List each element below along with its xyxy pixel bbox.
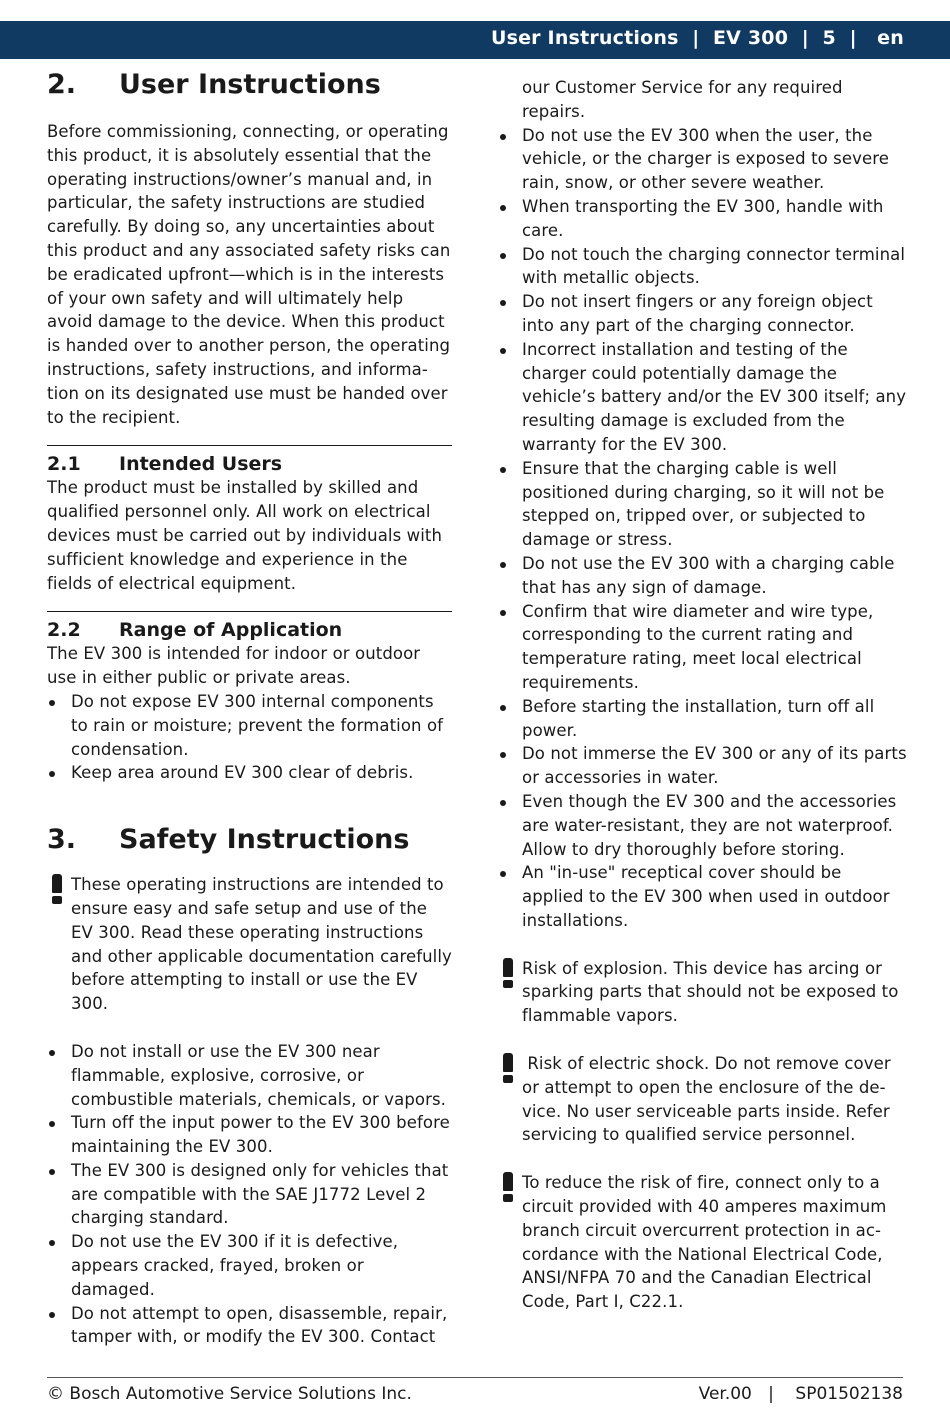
list-item: Do not insert fingers or any foreign object into any part of the charging connector. (498, 290, 908, 338)
list-item: Do not expose EV 300 internal components to rain or moisture; prevent the formation of condensation. (47, 690, 452, 761)
section-3-heading (47, 825, 452, 855)
list-item: An "in-use" receptical cover should be applied to the EV 300 when used in outdoor installations. (498, 861, 908, 932)
list-item: Confirm that wire diameter and wire type, corresponding to the current rating and temperature rating, meet local electrical requirements. (498, 600, 908, 695)
list-item: Even though the EV 300 and the accessories are water-resistant, they are not waterproof. Allow to dry thoroughly before storing. (498, 790, 908, 861)
subsection-2-1-text: The product must be installed by skilled and qualified personnel only. All work on electrical devices must be carried out by individuals with sufficient knowledge and experience in the fields of electrical equipment. (47, 478, 443, 593)
list-item: Before starting the installation, turn off all power. (498, 695, 908, 743)
warning-text: Risk of electric shock. Do not remove cover or attempt to open the enclosure of the de-vice. No user serviceable parts inside. Refer servicing to qualified service personnel. (522, 1054, 897, 1145)
list-item: The EV 300 is designed only for vehicles that are compatible with the SAE J1772 Level 2 charging standard. (47, 1159, 452, 1230)
list-item: Keep area around EV 300 clear of debris. (47, 761, 452, 785)
shock-warning (498, 1052, 908, 1147)
list-item: Incorrect installation and testing of the charger could potentially damage the vehicle’s battery and/or the EV 300 itself; any resulting damage is excluded from the warranty for the EV 300. (498, 338, 908, 457)
divider (47, 611, 452, 612)
section-3-number: 3. (47, 824, 77, 856)
left-column (47, 62, 452, 1349)
safety-bullet-list-continued (498, 124, 908, 933)
page-header (0, 21, 950, 59)
subsection-2-1-number: 2.1 (47, 453, 81, 476)
warning-text: These operating instructions are intended to ensure easy and safe setup and use of the EV 300. Read these operating instructions and other applicable documentation carefully before attempting to install or use the EV 300. (71, 875, 452, 1014)
list-item: Do not use the EV 300 when the user, the vehicle, or the charger is exposed to severe rain, snow, or other severe weather. (498, 124, 908, 195)
warning-text: Risk of explosion. This device has arcing or sparking parts that should not be exposed to flammable vapors. (522, 958, 899, 1026)
section-2-intro: Before commissioning, connecting, or operating this product, it is absolutely essential that the operating instructions/owner’s manual and, in particular, the safety instructions are studied carefully. By doing so, any uncertainties about this product and any associated safety risks can be eradicated upfront—which is in the interests of your own safety and will ultimately help avoid damage to the device. When this product is handed over to another person, the operating instructions, safety instructions, and informa-tion on its designated use must be handed over to the recipient. (47, 122, 451, 427)
footer-version: Ver.00 | SP01502138 (698, 1384, 903, 1404)
bullet-continuation: our Customer Service for any required repairs. (522, 78, 843, 121)
list-item: Do not install or use the EV 300 near flammable, explosive, corrosive, or combustible materials, chemicals, or vapors. (47, 1040, 452, 1111)
list-item: Do not immerse the EV 300 or any of its parts or accessories in water. (498, 742, 908, 790)
exclamation-icon (50, 874, 64, 904)
footer-divider (47, 1377, 903, 1378)
explosion-warning (498, 957, 908, 1028)
list-item: Turn off the input power to the EV 300 before maintaining the EV 300. (47, 1111, 452, 1159)
exclamation-icon (501, 1172, 515, 1202)
exclamation-icon (501, 958, 515, 988)
fire-warning (498, 1171, 908, 1314)
divider (47, 445, 452, 446)
subsection-2-2-heading (47, 618, 452, 642)
header-text: User Instructions | EV 300 | 5 | en (490, 27, 904, 49)
safety-bullet-list (47, 1040, 452, 1349)
range-bullet-list (47, 690, 452, 785)
section-3-title: Safety Instructions (119, 824, 410, 856)
section-2-number: 2. (47, 69, 77, 100)
exclamation-icon (501, 1053, 515, 1083)
section-2-heading (47, 70, 452, 100)
subsection-2-2-text: The EV 300 is intended for indoor or outdoor use in either public or private areas. (47, 644, 421, 688)
subsection-2-2-title: Range of Application (119, 619, 343, 642)
section-2-title: User Instructions (119, 69, 381, 100)
list-item: Ensure that the charging cable is well positioned during charging, so it will not be stepped on, tripped over, or subjected to damage or stress. (498, 457, 908, 552)
warning-note (47, 873, 452, 1016)
list-item: Do not touch the charging connector terminal with metallic objects. (498, 243, 908, 291)
list-item: Do not attempt to open, disassemble, repair, tamper with, or modify the EV 300. Contact (47, 1302, 452, 1350)
list-item: Do not use the EV 300 with a charging cable that has any sign of damage. (498, 552, 908, 600)
footer-copyright: © Bosch Automotive Service Solutions Inc. (47, 1384, 412, 1404)
subsection-2-2-number: 2.2 (47, 619, 81, 642)
right-column (498, 76, 908, 1314)
warning-text: To reduce the risk of fire, connect only to a circuit provided with 40 amperes maximum branch circuit overcurrent protection in ac-cordance with the National Electrical Code, ANSI/NFPA 70 and the Canadian Electrical Code, Part I, C22.1. (522, 1173, 887, 1312)
subsection-2-1-heading (47, 452, 452, 476)
list-item: When transporting the EV 300, handle with care. (498, 195, 908, 243)
subsection-2-1-title: Intended Users (119, 453, 283, 476)
list-item: Do not use the EV 300 if it is defective, appears cracked, frayed, broken or damaged. (47, 1230, 452, 1301)
